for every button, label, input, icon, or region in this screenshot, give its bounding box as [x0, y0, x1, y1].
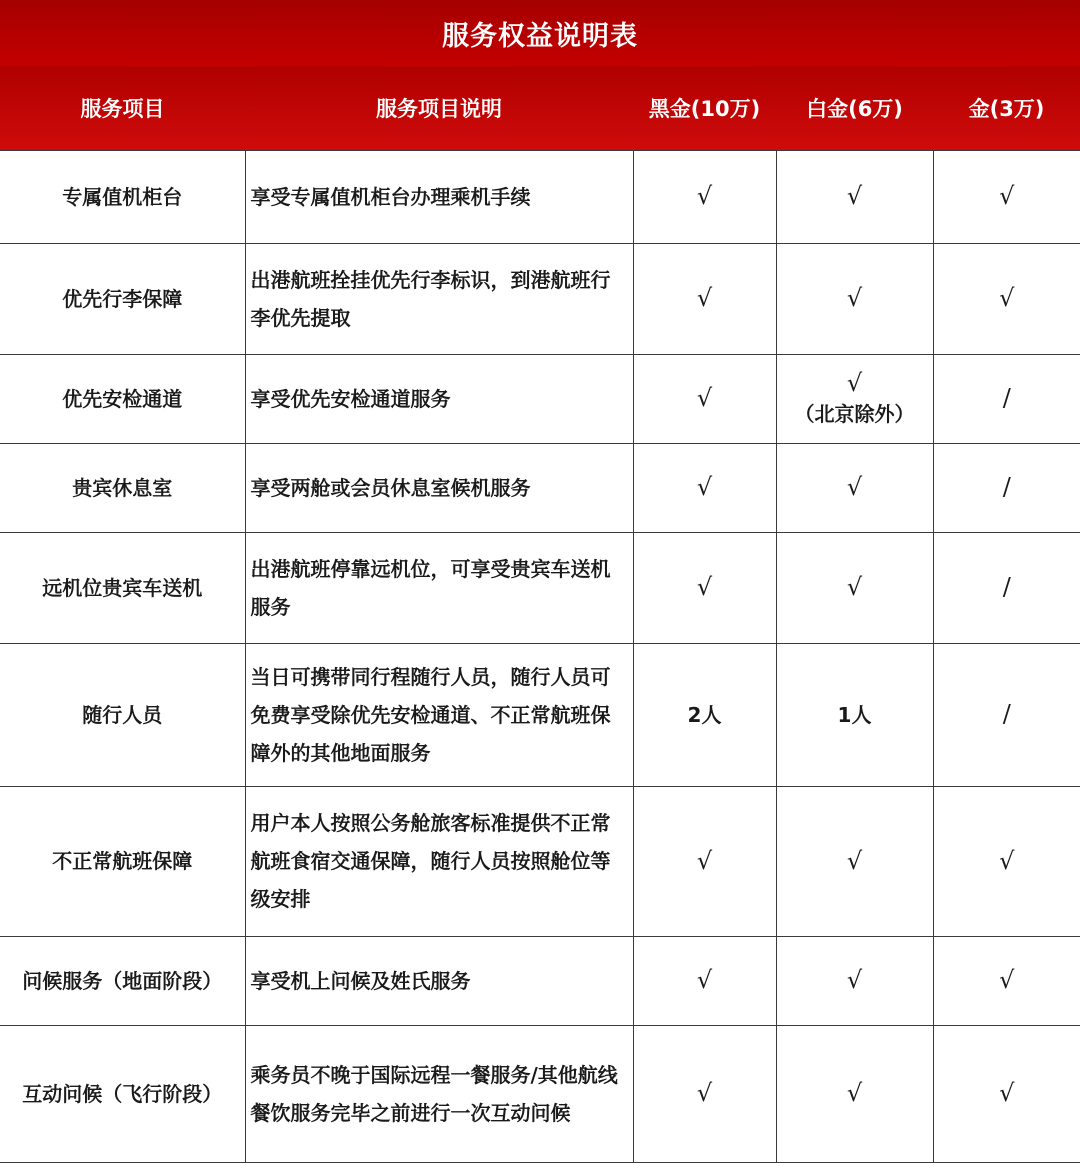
service-description: 享受优先安检通道服务 — [245, 354, 633, 443]
service-item: 问候服务（地面阶段） — [0, 936, 245, 1025]
table-row — [0, 1025, 1080, 1162]
service-description: 享受两舱或会员休息室候机服务 — [245, 443, 633, 532]
check-mark: √ — [846, 846, 863, 875]
black-gold-cell — [633, 532, 776, 643]
table-row — [0, 643, 1080, 786]
check-mark: √ — [846, 182, 863, 210]
check-mark: √ — [999, 182, 1015, 210]
service-description: 当日可携带同行程随行人员，随行人员可免费享受除优先安检通道、不正常航班保障外的其他地面服务 — [245, 643, 633, 786]
service-item: 优先行李保障 — [0, 243, 245, 354]
benefits-table — [0, 66, 1080, 1163]
platinum-cell — [776, 443, 933, 532]
table-row — [0, 532, 1080, 643]
gold-cell — [933, 443, 1080, 532]
black-gold-cell — [633, 786, 776, 936]
check-mark: √ — [999, 284, 1015, 312]
header-service-item: 服务项目 — [0, 66, 245, 150]
service-description: 出港航班拴挂优先行李标识，到港航班行李优先提取 — [245, 243, 633, 354]
table-row — [0, 443, 1080, 532]
header-black-gold: 黑金(10万) — [633, 66, 776, 150]
black-gold-cell — [633, 354, 776, 443]
platinum-cell — [776, 243, 933, 354]
platinum-cell — [776, 936, 933, 1025]
check-mark: √ — [999, 966, 1015, 994]
platinum-cell — [776, 786, 933, 936]
check-mark: √ — [846, 1079, 863, 1107]
table-row — [0, 936, 1080, 1025]
gold-cell — [933, 936, 1080, 1025]
check-mark: √ — [696, 384, 713, 412]
table-row — [0, 786, 1080, 936]
service-item: 互动问候（飞行阶段） — [0, 1025, 245, 1162]
table-row — [0, 243, 1080, 354]
check-mark: √ — [846, 966, 863, 994]
black-gold-cell: 2人 — [633, 643, 776, 786]
gold-cell — [933, 643, 1080, 786]
check-mark: √ — [846, 573, 863, 601]
service-item: 优先安检通道 — [0, 354, 245, 443]
check-mark: √ — [696, 573, 713, 601]
black-gold-cell — [633, 936, 776, 1025]
slash-mark: / — [1002, 573, 1011, 601]
check-mark: √ — [999, 846, 1015, 875]
service-item: 远机位贵宾车送机 — [0, 532, 245, 643]
black-gold-cell — [633, 150, 776, 243]
platinum-cell — [776, 150, 933, 243]
gold-cell — [933, 150, 1080, 243]
check-mark: √ — [846, 473, 863, 501]
beijing-exception-note: （北京除外） — [794, 401, 915, 426]
platinum-cell: 1人 — [776, 643, 933, 786]
header-row — [0, 66, 1080, 150]
slash-mark: / — [1002, 473, 1011, 501]
service-item: 不正常航班保障 — [0, 786, 245, 936]
service-description: 用户本人按照公务舱旅客标准提供不正常航班食宿交通保障，随行人员按照舱位等级安排 — [245, 786, 633, 936]
table-row — [0, 354, 1080, 443]
service-item: 随行人员 — [0, 643, 245, 786]
gold-cell — [933, 786, 1080, 936]
check-mark: √ — [696, 473, 713, 501]
black-gold-cell — [633, 243, 776, 354]
service-description: 享受机上问候及姓氏服务 — [245, 936, 633, 1025]
check-mark: √ — [696, 1079, 713, 1107]
check-mark: √ — [696, 966, 713, 994]
slash-mark: / — [1002, 700, 1011, 728]
table-row — [0, 150, 1080, 243]
check-mark: √ — [999, 1079, 1015, 1107]
check-mark: √ — [696, 182, 713, 210]
service-item: 专属值机柜台 — [0, 150, 245, 243]
header-platinum: 白金(6万) — [776, 66, 933, 150]
service-description: 享受专属值机柜台办理乘机手续 — [245, 150, 633, 243]
header-service-description: 服务项目说明 — [245, 66, 633, 150]
gold-cell — [933, 243, 1080, 354]
check-mark: √ — [846, 368, 863, 397]
slash-mark: / — [1002, 384, 1011, 412]
service-description: 乘务员不晚于国际远程一餐服务/其他航线餐饮服务完毕之前进行一次互动问候 — [245, 1025, 633, 1162]
black-gold-cell — [633, 443, 776, 532]
platinum-cell — [776, 532, 933, 643]
check-mark: √ — [696, 846, 713, 875]
platinum-cell — [776, 354, 933, 443]
table-title: 服务权益说明表 — [0, 0, 1080, 66]
check-mark: √ — [696, 284, 713, 312]
black-gold-cell — [633, 1025, 776, 1162]
gold-cell — [933, 354, 1080, 443]
gold-cell — [933, 1025, 1080, 1162]
gold-cell — [933, 532, 1080, 643]
service-description: 出港航班停靠远机位，可享受贵宾车送机服务 — [245, 532, 633, 643]
check-mark: √ — [846, 284, 863, 312]
platinum-cell — [776, 1025, 933, 1162]
header-gold: 金(3万) — [933, 66, 1080, 150]
service-item: 贵宾休息室 — [0, 443, 245, 532]
